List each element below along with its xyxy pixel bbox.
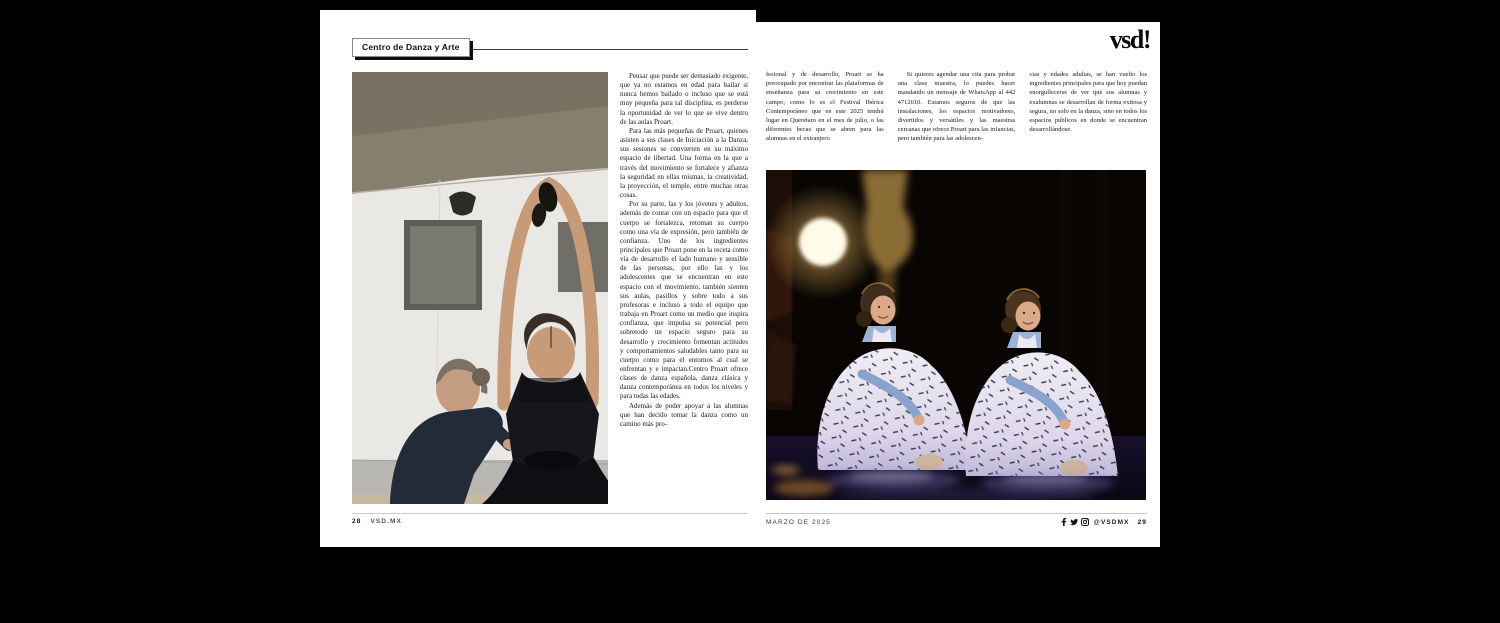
stage-photo-illustration <box>766 170 1146 500</box>
page-number: 28 <box>352 518 362 525</box>
right-page <box>756 22 1160 547</box>
text-column-2 <box>898 70 1016 170</box>
footer-rule <box>766 513 1147 514</box>
dance-studio-photo <box>352 72 608 504</box>
studio-photo-illustration <box>352 72 608 504</box>
footer-rule <box>352 513 748 514</box>
page-number: 29 <box>1137 518 1147 526</box>
paragraph: Si quieres agendar una cita para probar una clase muestra, lo puedes hacer mandando un mensaje de WhatsApp al 442 4712610. Estamos seguros de que las instalaciones, los espacios motivadores, divertidos y versátiles y las maestras cercanas que ofrece Proart para las infancias, pero también para las adolescen- <box>897 71 1016 143</box>
text-column-3 <box>1029 70 1147 170</box>
social-handle: @VSDMX <box>1093 518 1130 526</box>
paragraph: Por su parte, las y los jóvenes y adultos, además de contar con un espacio para que el cuerpo se fortalezca, retoman su cuerpo como una vía de expresión, pero también de confianza. Uno de los ingredientes principales que Proart pone en la receta como vía de desarrollo el lado humano y sensible de las personas, por ello las y los adolescentes que se encuentran en este espacio con el movimiento, también sienten sus aulas, pasillos y sobre todo a sus profesoras e incluso a todo el equipo que trabaja en Proart como un medio que inspira confianza, que impulsa su potencial pero sobretodo un espacio seguro para su desarrollo y crecimiento fomentan actitudes y comportamientos saludables tanto para su cuerpo como para el entornos al cual se enfrentan y e impactan.Centro Proart ofrece clases de danza española, danza clásica y danza contemporánea en todos los niveles y para todas las edades. <box>620 200 748 401</box>
issue-date: MARZO DE 2025 <box>766 518 831 526</box>
header-rule <box>471 49 748 50</box>
stage-performance-photo <box>766 170 1146 500</box>
paragraph: Pensar que puede ser demasiado exigente, que ya no estamos en edad para bailar si nunca hemos bailado o incluso que se está muy pequeña para tal disciplina, es perderse la oportunidad de ver lo que se vive dentro de las aulas Proart. <box>620 72 748 126</box>
social-icons <box>1060 518 1089 526</box>
section-tag: Centro de Danza y Arte <box>352 38 470 57</box>
article-column-left-page <box>620 72 748 520</box>
left-page <box>320 10 756 547</box>
paragraph: fesional y de desarrollo, Proart se ha preocupado por encontrar las plataformas de enseñanza para su crecimiento en este campo, como lo es el Festival Ibérica Contemporáneo que en este 2025 tendrá lugar en Querétaro en el mes de julio, o las diferentes becas que se abren para las alumnas en el extranjero <box>766 71 884 143</box>
right-page-footer <box>766 518 1147 526</box>
site-label: VSD.MX <box>370 518 402 525</box>
instagram-icon <box>1081 518 1089 526</box>
facebook-icon <box>1060 518 1067 526</box>
paragraph: cias y edades adultas, se han vuelto los ingredientes principales para que hoy puedan enorgullecerse de ver que sus alumnas y exalumnas se desarrollan de forma exitosa y segura, no solo en la danza, sino en todos los espacios públicos en donde se encuentran desarrollándose. <box>1029 71 1147 134</box>
left-page-footer <box>352 518 402 525</box>
paragraph: Para las más pequeñas de Proart, quienes asisten a sus clases de Iniciación a la Danza, sus sesiones se convierten en su máximo espacio de libertad. Una forma en la que a través del movimiento se fortalece y afianza la seguridad en ellas mismas, la creatividad, la proyección, el temple, entre muchas otras cosas. <box>620 126 748 200</box>
text-column-1 <box>766 70 884 170</box>
section-header <box>352 38 748 57</box>
paragraph: Además de poder apoyar a las alumnas que han decido tomar la danza como un camino más pro- <box>620 401 748 428</box>
vsd-magazine-logo: vsd! <box>1109 25 1150 54</box>
article-columns-right-page <box>766 70 1147 170</box>
twitter-icon <box>1070 518 1078 526</box>
